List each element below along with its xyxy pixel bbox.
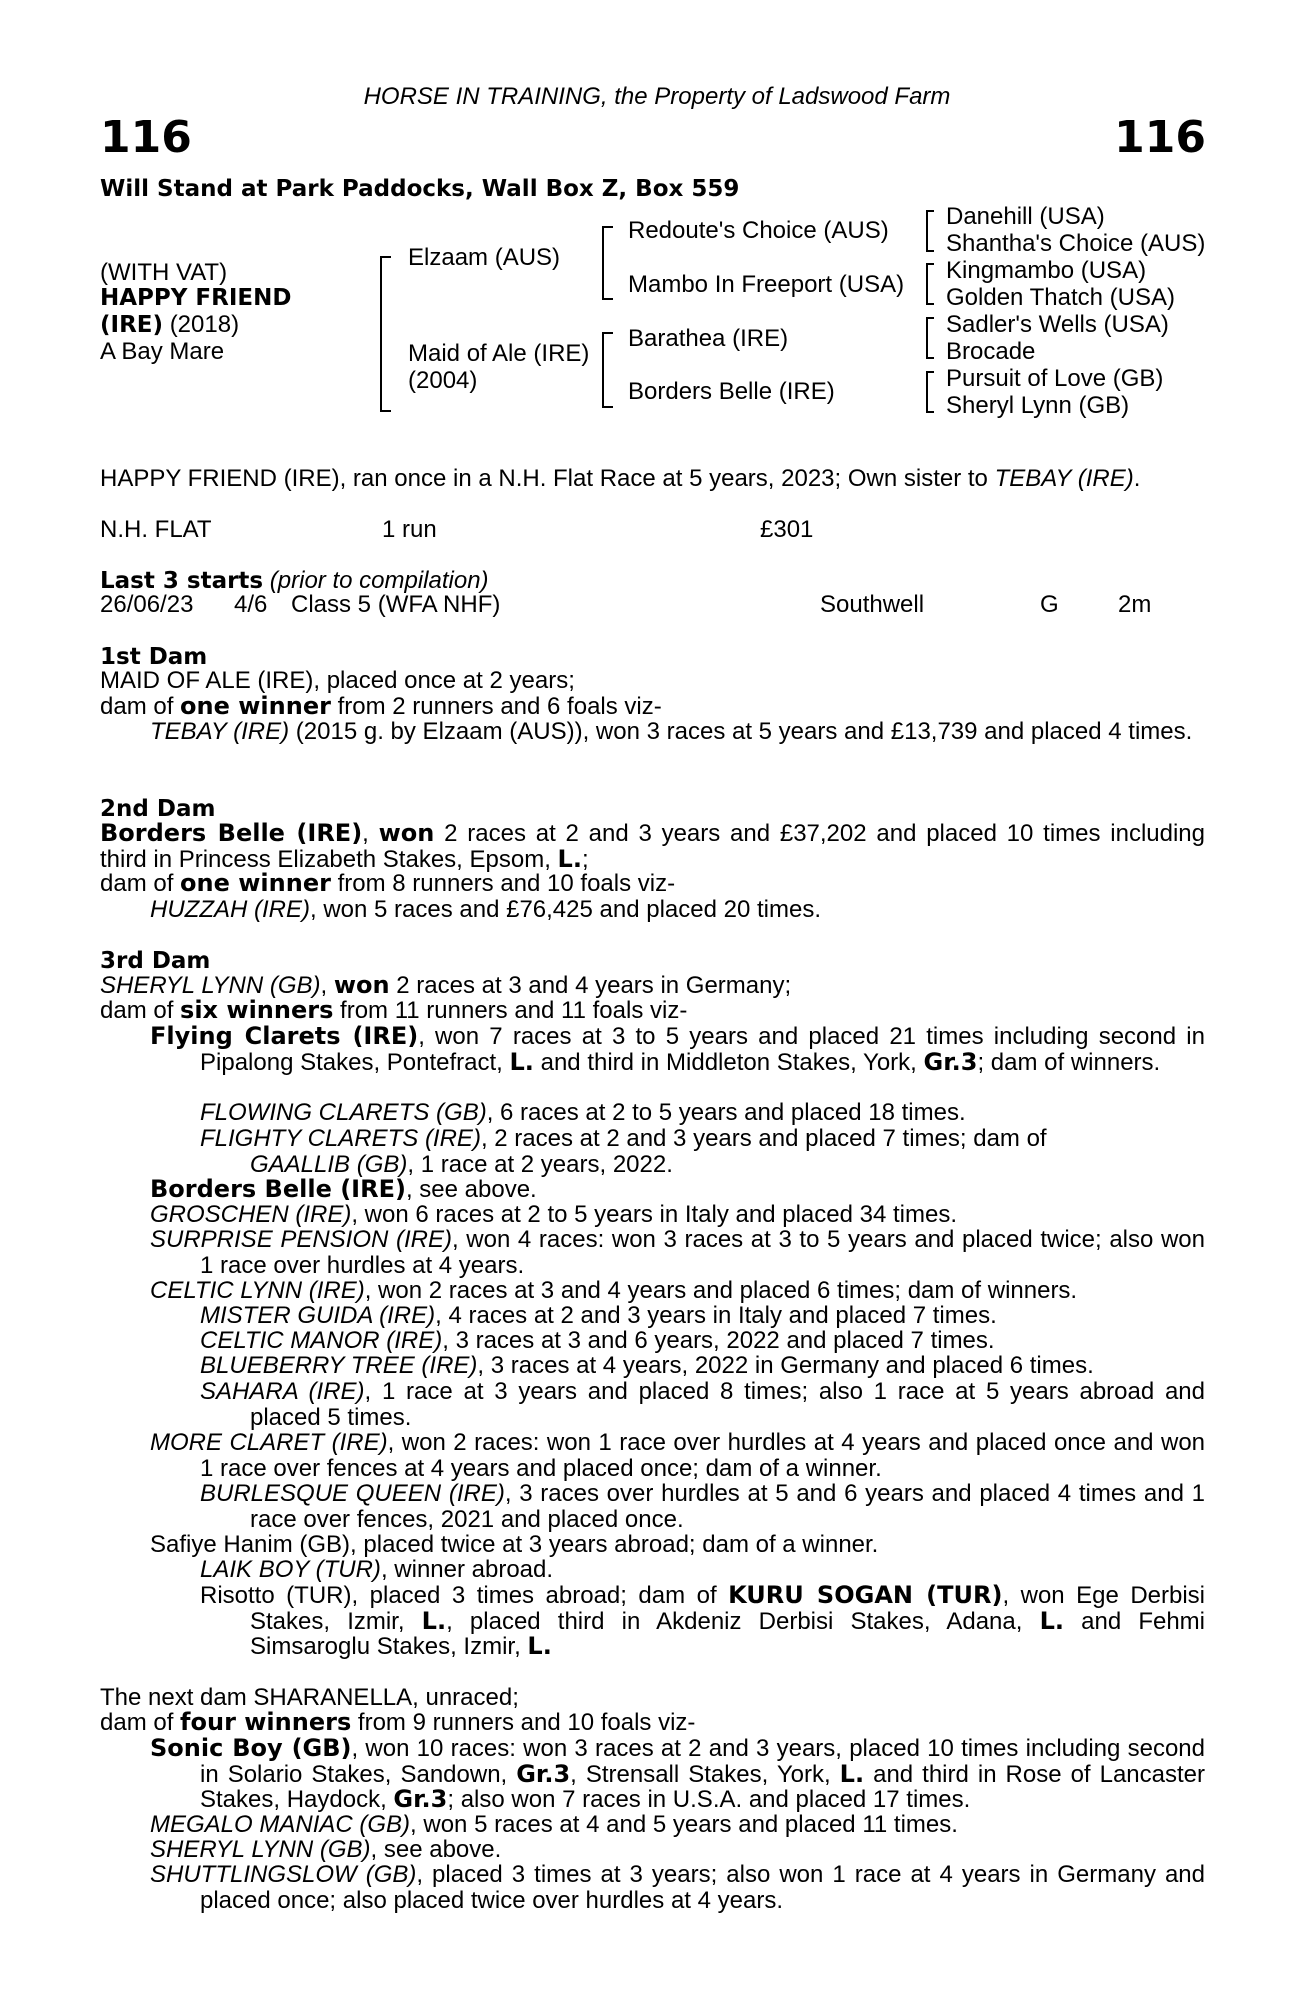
progeny-blueberry-tree: BLUEBERRY TREE (IRE), 3 races at 4 years, 2022 in Germany and placed 6 times. [200,1352,1094,1379]
horse-country: (IRE) [100,312,164,338]
progeny-sahara: SAHARA (IRE), 1 race at 3 years and placed 8 times; also 1 race at 5 years abroad and placed 5 times. [200,1378,1205,1431]
grandsire-maternal: Barathea (IRE) [628,325,789,352]
dam1-line2: dam of one winner from 2 runners and 6 foals viz- [100,692,662,720]
record-earnings: £301 [760,516,814,543]
lot-number-left: 116 [100,112,192,163]
progeny-groschen: GROSCHEN (IRE), won 6 races at 2 to 5 years in Italy and placed 34 times. [150,1201,958,1228]
summary-sister: TEBAY (IRE) [994,465,1134,492]
stand-location: Will Stand at Park Paddocks, Wall Box Z, Box 559 [100,176,740,202]
pedigree-brace-main [380,256,391,412]
progeny-burlesque-queen: BURLESQUE QUEEN (IRE), 3 races over hurdles at 5 and 6 years and placed 4 times and 1 race over fences, 2021 and placed once. [200,1480,1205,1533]
grandsire-paternal: Redoute's Choice (AUS) [628,217,889,244]
progeny-flowing-clarets: FLOWING CLARETS (GB), 6 races at 2 to 5 years and placed 18 times. [200,1099,966,1126]
ancestor-1: Danehill (USA) [946,203,1105,230]
progeny-laik-boy: LAIK BOY (TUR), winner abroad. [200,1556,554,1583]
start-position: 4/6 [234,591,268,618]
horse-origin-year [100,312,239,339]
dam1-line1: MAID OF ALE (IRE), placed once at 2 years; [100,667,575,694]
pedigree-brace-g3 [926,317,934,359]
record-runs: 1 run [382,516,437,543]
ancestor-4: Golden Thatch (USA) [946,284,1175,311]
ancestor-3: Kingmambo (USA) [946,257,1147,284]
dam1-heading: 1st Dam [100,644,208,670]
pedigree-brace-sire [602,226,613,300]
pedigree-brace-g2 [926,263,934,305]
progeny-megalo-maniac: MEGALO MANIAC (GB), won 5 races at 4 and 5 years and placed 11 times. [150,1811,958,1838]
progeny-mister-guida: MISTER GUIDA (IRE), 4 races at 2 and 3 years in Italy and placed 7 times. [200,1302,997,1329]
sire: Elzaam (AUS) [408,244,561,271]
dam-name: Maid of Ale (IRE) [408,340,590,367]
lot-number-right: 116 [1114,112,1206,163]
start-date: 26/06/23 [100,591,194,618]
dam-year: (2004) [408,367,478,394]
next-dam-line1: The next dam SHARANELLA, unraced; [100,1684,519,1711]
progeny-surprise-pension: SURPRISE PENSION (IRE), won 4 races: won 3 races at 3 to 5 years and placed twice; also won 1 race over hurdles at 4 years. [150,1226,1206,1279]
ancestor-8: Sheryl Lynn (GB) [946,392,1130,419]
summary-text: HAPPY FRIEND (IRE), ran once in a N.H. Flat Race at 5 years, 2023; Own sister to [100,465,995,492]
summary-end: . [1133,465,1141,492]
ancestor-7: Pursuit of Love (GB) [946,365,1164,392]
progeny-more-claret: MORE CLARET (IRE), won 2 races: won 1 race over hurdles at 4 years and placed once and won 1 race over fences at 4 years and placed once; dam of a winner. [150,1429,1206,1482]
dam2-line2: dam of one winner from 8 runners and 10 foals viz- [100,869,676,897]
last-starts-title: Last 3 starts [100,568,264,594]
race-summary [100,466,1140,492]
pedigree-brace-dam [602,332,613,408]
progeny-flying-clarets: Flying Clarets (IRE), won 7 races at 3 to 5 years and placed 21 times including second in Pipalong Stakes, Pontefract, L. and third in Middleton Stakes, York, Gr.3; dam of winners. [150,1022,1205,1076]
granddam-paternal: Mambo In Freeport (USA) [628,271,905,298]
vat-note: (WITH VAT) [100,259,228,286]
pedigree-brace-g4 [926,371,934,413]
progeny-shuttlingslow: SHUTTLINGSLOW (GB), placed 3 times at 3 years; also won 1 race at 4 years in Germany and placed once; also placed twice over hurdles at 4 years. [150,1861,1206,1914]
start-class: Class 5 (WFA NHF) [291,591,501,618]
start-course: Southwell [820,591,925,618]
progeny-celtic-lynn: CELTIC LYNN (IRE), won 2 races at 3 and 4 years and placed 6 times; dam of winners. [150,1277,1078,1304]
dam3-line1: SHERYL LYNN (GB), won 2 races at 3 and 4 years in Germany; [100,971,792,999]
catalogue-title: HORSE IN TRAINING, the Property of Ladswood Farm [363,83,951,110]
horse-year: (2018) [169,311,240,338]
progeny-flighty-clarets: FLIGHTY CLARETS (IRE), 2 races at 2 and 3 years and placed 7 times; dam of GAALLIB (GB), 1 race at 2 years, 2022. [200,1125,1047,1178]
ancestor-6: Brocade [946,338,1036,365]
progeny-risotto: Risotto (TUR), placed 3 times abroad; dam of KURU SOGAN (TUR), won Ege Derbisi Stakes, Izmir, L., placed third in Akdeniz Derbisi Stakes, Adana, L. and Fehmi Simsaroglu Stakes, Izmir, L. [200,1581,1206,1660]
dam3-line2: dam of six winners from 11 runners and 11 foals viz- [100,996,688,1024]
horse-description: A Bay Mare [100,338,225,365]
record-type: N.H. FLAT [100,516,212,543]
progeny-sheryl-lynn: SHERYL LYNN (GB), see above. [150,1836,502,1863]
last-starts-note: (prior to compilation) [269,567,489,594]
progeny-sonic-boy: Sonic Boy (GB), won 10 races: won 3 races at 2 and 3 years, placed 10 times including second in Solario Stakes, Sandown, Gr.3, Strensall Stakes, York, L. and third in Rose of Lancaster Stakes, Haydock, Gr.3; also won 7 races in U.S.A. and placed 17 times. [150,1734,1206,1813]
horse-name: HAPPY FRIEND [100,285,292,311]
progeny-celtic-manor: CELTIC MANOR (IRE), 3 races at 3 and 6 years, 2022 and placed 7 times. [200,1327,995,1354]
progeny-borders-belle: Borders Belle (IRE), see above. [150,1175,537,1203]
dam2-line1: Borders Belle (IRE), won 2 races at 2 and 3 years and £37,202 and placed 10 times including third in Princess Elizabeth Stakes, Epsom, L.; [100,819,1206,873]
ancestor-5: Sadler's Wells (USA) [946,311,1169,338]
dam2-heading: 2nd Dam [100,796,216,822]
dam1-progeny-tebay: TEBAY (IRE) (2015 g. by Elzaam (AUS)), won 3 races at 5 years and £13,739 and placed 4 times. [150,718,1193,745]
progeny-safiye-hanim: Safiye Hanim (GB), placed twice at 3 years abroad; dam of a winner. [150,1531,879,1558]
dam2-progeny-huzzah: HUZZAH (IRE), won 5 races and £76,425 and placed 20 times. [150,896,821,923]
pedigree-brace-g1 [926,210,934,252]
ancestor-2: Shantha's Choice (AUS) [946,230,1206,257]
granddam-maternal: Borders Belle (IRE) [628,378,835,405]
start-going: G [1040,591,1059,618]
dam3-heading: 3rd Dam [100,948,211,974]
next-dam-line2: dam of four winners from 9 runners and 10 foals viz- [100,1708,696,1736]
start-distance: 2m [1118,591,1152,618]
